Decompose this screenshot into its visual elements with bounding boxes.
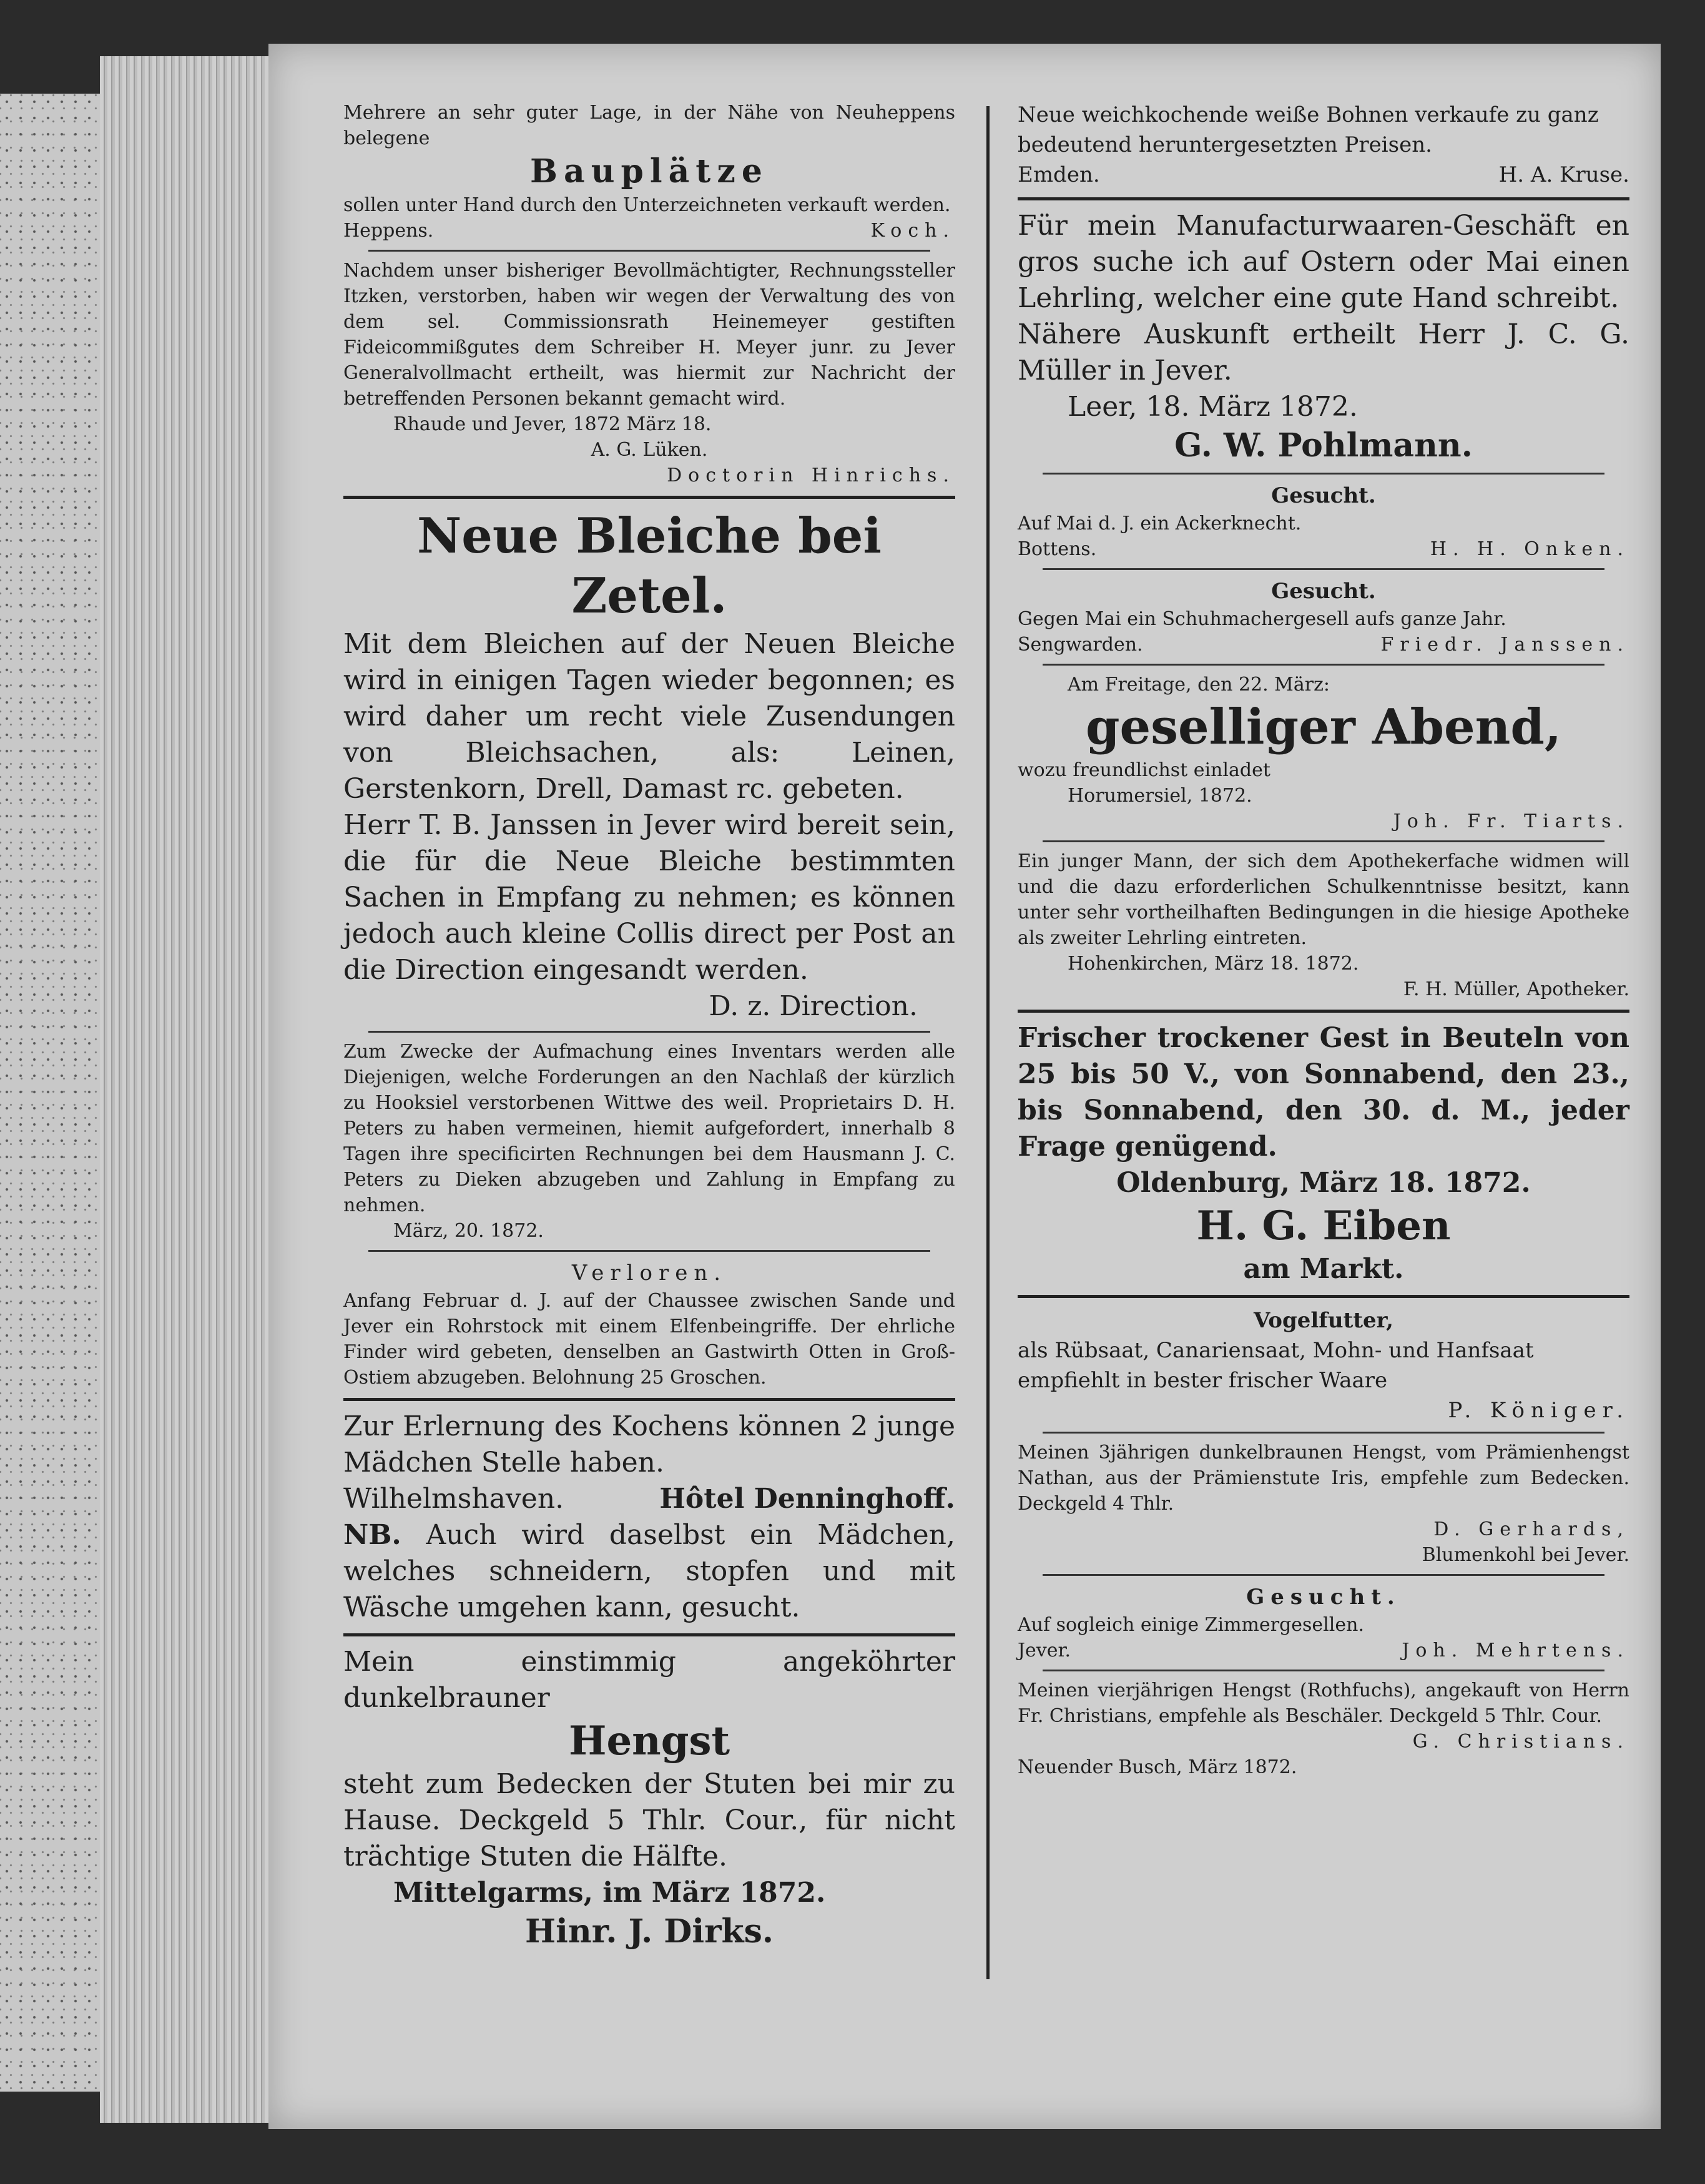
ad-signer: D. z. Direction. (709, 990, 918, 1022)
ad-text: Zur Erlernung des Kochens können 2 junge Mädchen Stelle haben. (343, 1410, 955, 1478)
ad-hengst-3 (1018, 1440, 1629, 1568)
ad-signer: Hôtel Denninghoff. (659, 1483, 955, 1515)
ad-bleiche (343, 506, 955, 1025)
ad-heading: Bauplätze (530, 152, 769, 190)
ad-bauplaetze (343, 100, 955, 243)
divider (1018, 197, 1629, 200)
ad-text: Mit dem Bleichen auf der Neuen Bleiche wird in einigen Tagen wieder begonnen; es wird daher um recht viele Zusendungen von Bleichsachen, als: Leinen, Gerstenkorn, Drell, Damast rc. gebeten. (343, 628, 955, 805)
ad-text: Am Freitage, den 22. März: (1068, 674, 1330, 696)
divider (1043, 473, 1604, 475)
divider (343, 496, 955, 499)
ad-dateline: Oldenburg, März 18. 1872. (1116, 1167, 1531, 1199)
ad-text: Neue weichkochende weiße Bohnen verkaufe zu ganz bedeutend heruntergesetzten Preisen. (1018, 102, 1599, 157)
ad-abend (1018, 672, 1629, 834)
ad-text: steht zum Bedecken der Stuten bei mir zu Hause. Deckgeld 5 Thlr. Cour., für nicht trächtige Stuten die Hälfte. (343, 1768, 955, 1872)
ad-place: Horumersiel, 1872. (1068, 785, 1252, 807)
ad-inventar (343, 1039, 955, 1244)
ad-signer: H. H. Onken. (1430, 538, 1629, 560)
ad-text: Für mein Manufacturwaaren-Geschäft en gros suche ich auf Ostern oder Mai einen Lehrling, welcher eine gute Hand schreibt. (1018, 210, 1629, 314)
ad-place: Bottens. (1018, 538, 1097, 560)
ad-lehrling (1018, 208, 1629, 466)
nb-label: NB. (343, 1519, 401, 1551)
ad-signer: A. G. Lüken. (591, 439, 708, 461)
divider (1018, 1010, 1629, 1013)
ad-date: März, 20. 1872. (393, 1220, 544, 1242)
divider (368, 1031, 930, 1033)
ad-verloren (343, 1258, 955, 1390)
ad-heading: geselliger Abend, (1085, 699, 1562, 755)
ad-heading: Neue Bleiche bei Zetel. (416, 508, 882, 624)
ad-text: Mein einstimmig angeköhrter dunkelbrauner (343, 1646, 955, 1714)
ad-hengst (343, 1644, 955, 1952)
ad-signer: G. W. Pohlmann. (1174, 426, 1473, 465)
ad-text: Ein junger Mann, der sich dem Apothekerfache widmen will und die dazu erforderlichen Schulkenntnisse besitzt, kann unter sehr vortheilhaften Bedingungen in die hiesige Apotheke als zweiter Lehrling eintreten. (1018, 850, 1629, 949)
ad-text: sollen unter Hand durch den Unterzeichneten verkauft werden. (343, 194, 951, 216)
ad-bohnen (1018, 100, 1629, 190)
ad-signer: Hinr. J. Dirks. (525, 1912, 774, 1950)
ad-signer: Koch. (870, 220, 955, 242)
divider (368, 250, 930, 252)
ad-heading: Vogelfutter, (1254, 1308, 1393, 1333)
ad-text: Mehrere an sehr guter Lage, in der Nähe von Neuheppens belegene (343, 102, 955, 149)
divider (1043, 840, 1604, 842)
ad-gesucht-2 (1018, 576, 1629, 657)
divider (1018, 1295, 1629, 1298)
ad-text: Auf sogleich einige Zimmergesellen. (1018, 1614, 1364, 1636)
divider (1043, 1432, 1604, 1434)
ad-place: Heppens. (343, 220, 434, 242)
ad-signer: P. Königer. (1448, 1398, 1629, 1423)
ad-gesucht-3 (1018, 1582, 1629, 1663)
ad-signer: D. Gerhards, (1433, 1518, 1629, 1540)
ad-signer: Joh. Fr. Tiarts. (1393, 810, 1629, 832)
ad-dateline: Rhaude und Jever, 1872 März 18. (393, 413, 712, 435)
ad-place: Emden. (1018, 162, 1100, 187)
divider (1043, 664, 1604, 666)
ad-dateline: Leer, 18. März 1872. (1068, 391, 1358, 423)
ad-vollmacht (343, 258, 955, 488)
ad-text: Meinen 3jährigen dunkelbraunen Hengst, vom Prämienhengst Nathan, aus der Prämienstute Iris, empfehle zum Bedecken. Deckgeld 4 Thlr. (1018, 1442, 1629, 1515)
ad-kochen (343, 1409, 955, 1626)
divider (343, 1633, 955, 1636)
ad-heading: Gesucht. (1246, 1585, 1401, 1610)
ad-signer: Doctorin Hinrichs. (667, 465, 955, 486)
ad-text: Nachdem unser bisheriger Bevollmächtigter, Rechnungssteller Itzken, verstorben, haben wir wegen der Verwaltung des von dem sel. Commissionsrath Heinemeyer gestiften Fideicommißgutes dem Schreiber H. Meyer junr. zu Jever Generalvollmacht ertheilt, was hiermit zur Nachricht der betreffenden Personen bekannt gemacht wird. (343, 260, 955, 410)
divider (343, 1398, 955, 1401)
ad-hengst-4 (1018, 1678, 1629, 1780)
ad-apotheke (1018, 849, 1629, 1002)
ad-heading: Hengst (568, 1718, 730, 1764)
ad-text: Auch wird daselbst ein Mädchen, welches schneidern, stopfen und mit Wäsche umgehen kann, gesucht. (343, 1519, 955, 1623)
column-divider (986, 106, 990, 1979)
ad-place: Sengwarden. (1018, 634, 1143, 656)
page-stack-edge (100, 56, 287, 2123)
ad-text: als Rübsaat, Canariensaat, Mohn- und Hanfsaat empfiehlt in bester frischer Waare (1018, 1338, 1534, 1393)
ad-signer: F. H. Müller, Apotheker. (1403, 978, 1629, 1000)
ad-heading: Verloren. (571, 1261, 727, 1286)
divider (368, 1250, 930, 1252)
ad-signer: G. Christians. (1412, 1731, 1629, 1753)
ad-text: Anfang Februar d. J. auf der Chaussee zwischen Sande und Jever ein Rohrstock mit einem Elfenbeingriffe. Der ehrliche Finder wird gebeten, denselben an Gastwirth Otten in Groß-Ostiem abzugeben. Belohnung 25 Groschen. (343, 1290, 955, 1389)
ad-text: Auf Mai d. J. ein Ackerknecht. (1018, 513, 1302, 534)
divider (1043, 1574, 1604, 1576)
ad-text: Zum Zwecke der Aufmachung eines Inventars werden alle Diejenigen, welche Forderungen an den Nachlaß der kürzlich zu Hooksiel verstorbenen Wittwe des weil. Proprietairs D. H. Peters zu haben vermeinen, hiemit aufgefordert, innerhalb 8 Tagen ihre specificirten Rechnungen bei dem Hausmann J. C. Peters zu Dieken abzugeben und Zahlung in Empfang zu nehmen. (343, 1041, 955, 1216)
ad-signer: H. A. Kruse. (1498, 162, 1629, 187)
ad-signer: Friedr. Janssen. (1380, 634, 1629, 656)
ad-text: Gegen Mai ein Schuhmachergesell aufs ganze Jahr. (1018, 608, 1506, 630)
ad-signer: Joh. Mehrtens. (1402, 1640, 1629, 1661)
ad-text: Frischer trockener Gest in Beuteln von 25 bis 50 V., von Sonnabend, den 23., bis Sonnabend, den 30. d. M., jeder Frage genügend. (1018, 1022, 1629, 1163)
ad-signer-address: Blumenkohl bei Jever. (1422, 1544, 1629, 1566)
divider (1043, 568, 1604, 570)
ad-heading: Gesucht. (1271, 483, 1376, 508)
ad-dateline: Neuender Busch, März 1872. (1018, 1756, 1297, 1778)
ad-heading: Gesucht. (1271, 579, 1376, 604)
ad-signer-address: am Markt. (1243, 1253, 1404, 1285)
ad-vogelfutter (1018, 1306, 1629, 1425)
ad-gesucht-1 (1018, 481, 1629, 562)
ad-place: Wilhelmshaven. (343, 1483, 564, 1515)
divider (1043, 1670, 1604, 1671)
ad-gest (1018, 1020, 1629, 1287)
left-column (343, 100, 955, 1952)
ad-text: Meinen vierjährigen Hengst (Rothfuchs), angekauft von Herrn Fr. Christians, empfehle als Beschäler. Deckgeld 5 Thlr. Cour. (1018, 1680, 1629, 1727)
ad-text: wozu freundlichst einladet (1018, 759, 1270, 781)
ad-dateline: Mittelgarms, im März 1872. (393, 1877, 826, 1909)
ad-text: Nähere Auskunft ertheilt Herr J. C. G. Müller in Jever. (1018, 318, 1629, 386)
ad-place: Jever. (1018, 1640, 1071, 1661)
ad-dateline: Hohenkirchen, März 18. 1872. (1068, 953, 1359, 975)
ad-text: Herr T. B. Janssen in Jever wird bereit sein, die für die Neue Bleiche bestimmten Sachen in Empfang zu nehmen; es können jedoch auch kleine Collis direct per Post an die Direction eingesandt werden. (343, 809, 955, 986)
newspaper-page (268, 44, 1661, 2129)
right-column (1018, 100, 1629, 1780)
ad-signer: H. G. Eiben (1196, 1203, 1451, 1249)
